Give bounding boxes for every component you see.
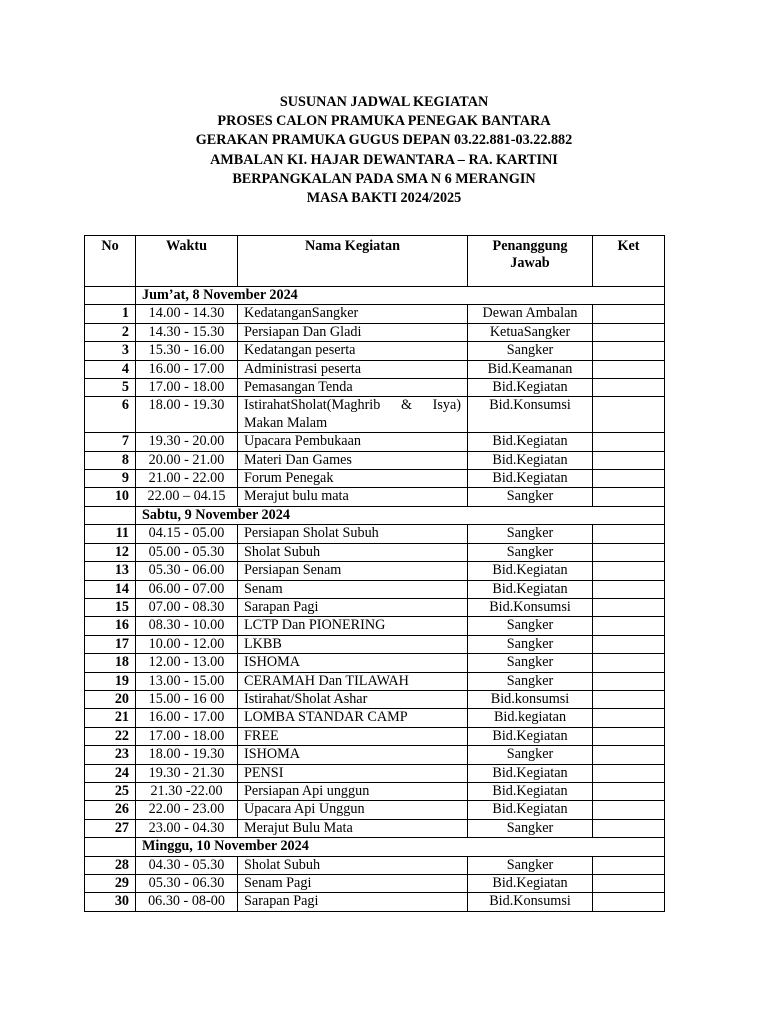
row-number: 13 — [85, 562, 136, 580]
row-number: 9 — [85, 470, 136, 488]
row-ket — [593, 470, 665, 488]
row-waktu: 15.30 - 16.00 — [136, 342, 238, 360]
row-penanggung-jawab: Bid.Konsumsi — [468, 397, 593, 433]
row-ket — [593, 875, 665, 893]
row-nama-kegiatan: Persiapan Sholat Subuh — [238, 525, 468, 543]
row-waktu: 18.00 - 19.30 — [136, 397, 238, 433]
row-ket — [593, 562, 665, 580]
row-nama-kegiatan: Istirahat/Sholat Ashar — [238, 690, 468, 708]
row-number: 29 — [85, 875, 136, 893]
row-number: 10 — [85, 488, 136, 506]
title-line: PROSES CALON PRAMUKA PENEGAK BANTARA — [217, 113, 551, 130]
row-waktu: 13.00 - 15.00 — [136, 672, 238, 690]
row-nama-kegiatan: Senam — [238, 580, 468, 598]
table-row — [85, 433, 665, 451]
row-penanggung-jawab: Sangker — [468, 635, 593, 653]
row-nama-kegiatan: Merajut Bulu Mata — [238, 819, 468, 837]
row-waktu: 06.30 - 08-00 — [136, 893, 238, 911]
row-number: 28 — [85, 856, 136, 874]
title-line: MASA BAKTI 2024/2025 — [306, 190, 462, 207]
row-number: 11 — [85, 525, 136, 543]
header-no: No — [85, 236, 136, 287]
row-number: 8 — [85, 451, 136, 469]
schedule-body — [85, 287, 665, 912]
row-ket — [593, 323, 665, 341]
row-ket — [593, 543, 665, 561]
row-number: 1 — [85, 305, 136, 323]
row-waktu: 17.00 - 18.00 — [136, 727, 238, 745]
row-nama-kegiatan: Upacara Pembukaan — [238, 433, 468, 451]
row-nama-kegiatan: FREE — [238, 727, 468, 745]
row-waktu: 22.00 – 04.15 — [136, 488, 238, 506]
row-nama-kegiatan: Forum Penegak — [238, 470, 468, 488]
day-label: Minggu, 10 November 2024 — [136, 838, 665, 856]
row-ket — [593, 488, 665, 506]
table-row — [85, 672, 665, 690]
row-number: 6 — [85, 397, 136, 433]
table-row — [85, 635, 665, 653]
table-row — [85, 875, 665, 893]
title-line: AMBALAN KI. HAJAR DEWANTARA – RA. KARTINI — [210, 151, 558, 168]
row-number: 2 — [85, 323, 136, 341]
table-row — [85, 598, 665, 616]
row-nama-kegiatan: Kedatangan peserta — [238, 342, 468, 360]
row-ket — [593, 893, 665, 911]
row-number: 14 — [85, 580, 136, 598]
row-ket — [593, 305, 665, 323]
header-penanggung-jawab: Penanggung Jawab — [468, 236, 593, 287]
row-number: 25 — [85, 782, 136, 800]
title-line: SUSUNAN JADWAL KEGIATAN — [279, 94, 489, 110]
table-row — [85, 690, 665, 708]
row-number: 18 — [85, 654, 136, 672]
row-waktu: 05.00 - 05.30 — [136, 543, 238, 561]
row-penanggung-jawab: Bid.Kegiatan — [468, 801, 593, 819]
row-nama-kegiatan: Senam Pagi — [238, 875, 468, 893]
row-ket — [593, 580, 665, 598]
row-number: 30 — [85, 893, 136, 911]
row-ket — [593, 379, 665, 397]
header-nama-kegiatan: Nama Kegiatan — [238, 236, 468, 287]
row-penanggung-jawab: Bid.Kegiatan — [468, 727, 593, 745]
row-nama-kegiatan: LKBB — [238, 635, 468, 653]
row-waktu: 19.30 - 21.30 — [136, 764, 238, 782]
row-penanggung-jawab: Sangker — [468, 617, 593, 635]
table-row — [85, 360, 665, 378]
title-line: BERPANGKALAN PADA SMA N 6 MERANGIN — [232, 170, 536, 187]
row-ket — [593, 635, 665, 653]
row-ket — [593, 727, 665, 745]
table-row — [85, 819, 665, 837]
row-penanggung-jawab: Bid.konsumsi — [468, 690, 593, 708]
row-penanggung-jawab: Bid.Kegiatan — [468, 379, 593, 397]
day-no-cell — [85, 838, 136, 856]
row-number: 26 — [85, 801, 136, 819]
row-nama-kegiatan: LCTP Dan PIONERING — [238, 617, 468, 635]
row-waktu: 14.00 - 14.30 — [136, 305, 238, 323]
table-row — [85, 654, 665, 672]
row-nama-kegiatan: ISHOMA — [238, 654, 468, 672]
day-no-cell — [85, 506, 136, 524]
row-penanggung-jawab: Bid.Kegiatan — [468, 764, 593, 782]
day-label: Sabtu, 9 November 2024 — [136, 506, 665, 524]
row-ket — [593, 598, 665, 616]
row-number: 27 — [85, 819, 136, 837]
row-waktu: 19.30 - 20.00 — [136, 433, 238, 451]
row-penanggung-jawab: Bid.Konsumsi — [468, 893, 593, 911]
row-ket — [593, 433, 665, 451]
row-waktu: 04.15 - 05.00 — [136, 525, 238, 543]
row-ket — [593, 654, 665, 672]
table-row — [85, 342, 665, 360]
row-waktu: 16.00 - 17.00 — [136, 360, 238, 378]
row-penanggung-jawab: Sangker — [468, 654, 593, 672]
table-row — [85, 488, 665, 506]
row-waktu: 16.00 - 17.00 — [136, 709, 238, 727]
row-number: 7 — [85, 433, 136, 451]
row-nama-kegiatan: PENSI — [238, 764, 468, 782]
row-penanggung-jawab: Bid.Kegiatan — [468, 580, 593, 598]
row-number: 24 — [85, 764, 136, 782]
row-number: 12 — [85, 543, 136, 561]
row-ket — [593, 617, 665, 635]
row-ket — [593, 360, 665, 378]
table-row — [85, 746, 665, 764]
table-row — [85, 801, 665, 819]
row-penanggung-jawab: Sangker — [468, 819, 593, 837]
row-nama-kegiatan: Upacara Api Unggun — [238, 801, 468, 819]
row-ket — [593, 672, 665, 690]
row-waktu: 10.00 - 12.00 — [136, 635, 238, 653]
document-title — [0, 93, 768, 208]
day-row — [85, 506, 665, 524]
row-ket — [593, 746, 665, 764]
row-waktu: 17.00 - 18.00 — [136, 379, 238, 397]
row-waktu: 05.30 - 06.30 — [136, 875, 238, 893]
row-penanggung-jawab: Bid.Kegiatan — [468, 470, 593, 488]
schedule-table — [84, 235, 665, 912]
row-ket — [593, 451, 665, 469]
row-ket — [593, 856, 665, 874]
row-number: 4 — [85, 360, 136, 378]
row-penanggung-jawab: Sangker — [468, 746, 593, 764]
row-ket — [593, 709, 665, 727]
table-header-row — [85, 236, 665, 287]
row-penanggung-jawab: Sangker — [468, 672, 593, 690]
row-waktu: 14.30 - 15.30 — [136, 323, 238, 341]
row-number: 20 — [85, 690, 136, 708]
table-row — [85, 617, 665, 635]
row-waktu: 23.00 - 04.30 — [136, 819, 238, 837]
table-row — [85, 543, 665, 561]
row-nama-kegiatan: Pemasangan Tenda — [238, 379, 468, 397]
row-nama-kegiatan: Merajut bulu mata — [238, 488, 468, 506]
row-waktu: 05.30 - 06.00 — [136, 562, 238, 580]
table-row — [85, 451, 665, 469]
row-penanggung-jawab: Bid.Kegiatan — [468, 562, 593, 580]
row-number: 15 — [85, 598, 136, 616]
table-row — [85, 562, 665, 580]
day-label: Jum’at, 8 November 2024 — [136, 287, 665, 305]
row-penanggung-jawab: Sangker — [468, 488, 593, 506]
title-line: GERAKAN PRAMUKA GUGUS DEPAN 03.22.881-03.22.882 — [195, 132, 573, 149]
row-nama-kegiatan: IstirahatSholat(Maghrib & Isya) Makan Malam — [238, 397, 468, 433]
row-nama-kegiatan: Persiapan Senam — [238, 562, 468, 580]
row-number: 22 — [85, 727, 136, 745]
row-nama-kegiatan: Sholat Subuh — [238, 856, 468, 874]
row-nama-kegiatan: Sarapan Pagi — [238, 893, 468, 911]
row-waktu: 12.00 - 13.00 — [136, 654, 238, 672]
table-row — [85, 323, 665, 341]
row-penanggung-jawab: Bid.Kegiatan — [468, 875, 593, 893]
table-row — [85, 580, 665, 598]
table-row — [85, 709, 665, 727]
table-row — [85, 525, 665, 543]
table-row — [85, 727, 665, 745]
row-ket — [593, 801, 665, 819]
row-nama-kegiatan: LOMBA STANDAR CAMP — [238, 709, 468, 727]
table-row — [85, 470, 665, 488]
row-ket — [593, 690, 665, 708]
row-waktu: 21.00 - 22.00 — [136, 470, 238, 488]
row-nama-kegiatan: Persiapan Api unggun — [238, 782, 468, 800]
row-penanggung-jawab: Bid.Kegiatan — [468, 433, 593, 451]
table-row — [85, 893, 665, 911]
row-penanggung-jawab: Bid.Kegiatan — [468, 782, 593, 800]
row-ket — [593, 397, 665, 433]
table-row — [85, 379, 665, 397]
row-waktu: 08.30 - 10.00 — [136, 617, 238, 635]
row-waktu: 18.00 - 19.30 — [136, 746, 238, 764]
row-number: 19 — [85, 672, 136, 690]
row-ket — [593, 819, 665, 837]
row-penanggung-jawab: Sangker — [468, 856, 593, 874]
row-number: 23 — [85, 746, 136, 764]
row-nama-kegiatan: Administrasi peserta — [238, 360, 468, 378]
row-waktu: 21.30 -22.00 — [136, 782, 238, 800]
row-number: 21 — [85, 709, 136, 727]
row-nama-kegiatan: Materi Dan Games — [238, 451, 468, 469]
row-ket — [593, 782, 665, 800]
row-ket — [593, 342, 665, 360]
table-row — [85, 764, 665, 782]
row-nama-kegiatan: ISHOMA — [238, 746, 468, 764]
row-waktu: 15.00 - 16 00 — [136, 690, 238, 708]
row-penanggung-jawab: Bid.Keamanan — [468, 360, 593, 378]
table-row — [85, 397, 665, 433]
row-penanggung-jawab: Bid.Kegiatan — [468, 451, 593, 469]
row-nama-kegiatan: Persiapan Dan Gladi — [238, 323, 468, 341]
table-row — [85, 856, 665, 874]
day-row — [85, 287, 665, 305]
row-waktu: 20.00 - 21.00 — [136, 451, 238, 469]
row-nama-kegiatan: CERAMAH Dan TILAWAH — [238, 672, 468, 690]
row-penanggung-jawab: Bid.Konsumsi — [468, 598, 593, 616]
table-row — [85, 305, 665, 323]
row-number: 17 — [85, 635, 136, 653]
row-penanggung-jawab: Sangker — [468, 342, 593, 360]
row-nama-kegiatan: KedatanganSangker — [238, 305, 468, 323]
row-number: 3 — [85, 342, 136, 360]
row-penanggung-jawab: Bid.kegiatan — [468, 709, 593, 727]
row-nama-kegiatan: Sarapan Pagi — [238, 598, 468, 616]
row-waktu: 04.30 - 05.30 — [136, 856, 238, 874]
row-number: 16 — [85, 617, 136, 635]
row-penanggung-jawab: Sangker — [468, 525, 593, 543]
row-ket — [593, 525, 665, 543]
row-waktu: 07.00 - 08.30 — [136, 598, 238, 616]
header-ket: Ket — [593, 236, 665, 287]
row-waktu: 22.00 - 23.00 — [136, 801, 238, 819]
row-penanggung-jawab: Dewan Ambalan — [468, 305, 593, 323]
row-penanggung-jawab: KetuaSangker — [468, 323, 593, 341]
row-penanggung-jawab: Sangker — [468, 543, 593, 561]
day-no-cell — [85, 287, 136, 305]
table-row — [85, 782, 665, 800]
header-waktu: Waktu — [136, 236, 238, 287]
row-ket — [593, 764, 665, 782]
row-number: 5 — [85, 379, 136, 397]
row-waktu: 06.00 - 07.00 — [136, 580, 238, 598]
row-nama-kegiatan: Sholat Subuh — [238, 543, 468, 561]
day-row — [85, 838, 665, 856]
